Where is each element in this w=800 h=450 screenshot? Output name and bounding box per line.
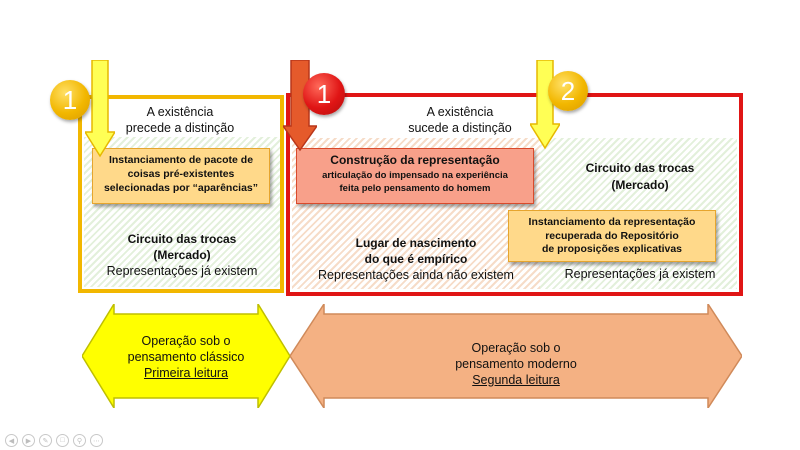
left-down-arrow-icon [85,60,115,158]
pen-icon[interactable]: ✎ [39,434,52,447]
gold-step-badge: 2 [548,71,588,111]
birthplace-label: Lugar de nascimento do que é empírico Representações ainda não existem [318,236,514,282]
segunda-leitura-link: Segunda leitura [472,373,560,387]
zoom-icon[interactable]: ⚲ [73,434,86,447]
instantiation-box: Instanciamento da representação recuperada do Repositório de proposições explicativas [508,210,716,262]
right-panel-title: A existência sucede a distinção [408,105,512,135]
left-instantiation-callout: Instanciamento de pacote de coisas pré-existentes selecionadas por “aparências” [92,148,270,204]
left-panel-title: A existência precede a distinção [125,105,235,135]
right-market-label: Circuito das trocas (Mercado) [585,161,695,192]
right-market-note: Representações já existem [564,267,716,281]
left-market-label: Circuito das trocas (Mercado) Representações já existem [106,232,258,278]
construction-box: Construção da representação articulação do impensado na experiência feita pelo pensamento do homem [296,148,534,204]
left-step-badge: 1 [50,80,90,120]
previous-slide-icon[interactable]: ◀ [5,434,18,447]
next-slide-icon[interactable]: ▶ [22,434,35,447]
red-step-badge: 1 [303,73,345,115]
slides-icon[interactable]: □ [56,434,69,447]
more-options-icon[interactable]: ⋯ [90,434,103,447]
primeira-leitura-link: Primeira leitura [143,366,229,380]
modern-arrow-label: Operação sob o pensamento moderno Segunda leitura [455,341,577,387]
classic-arrow-label: Operação sob o pensamento clássico Primeira leitura [127,334,245,380]
